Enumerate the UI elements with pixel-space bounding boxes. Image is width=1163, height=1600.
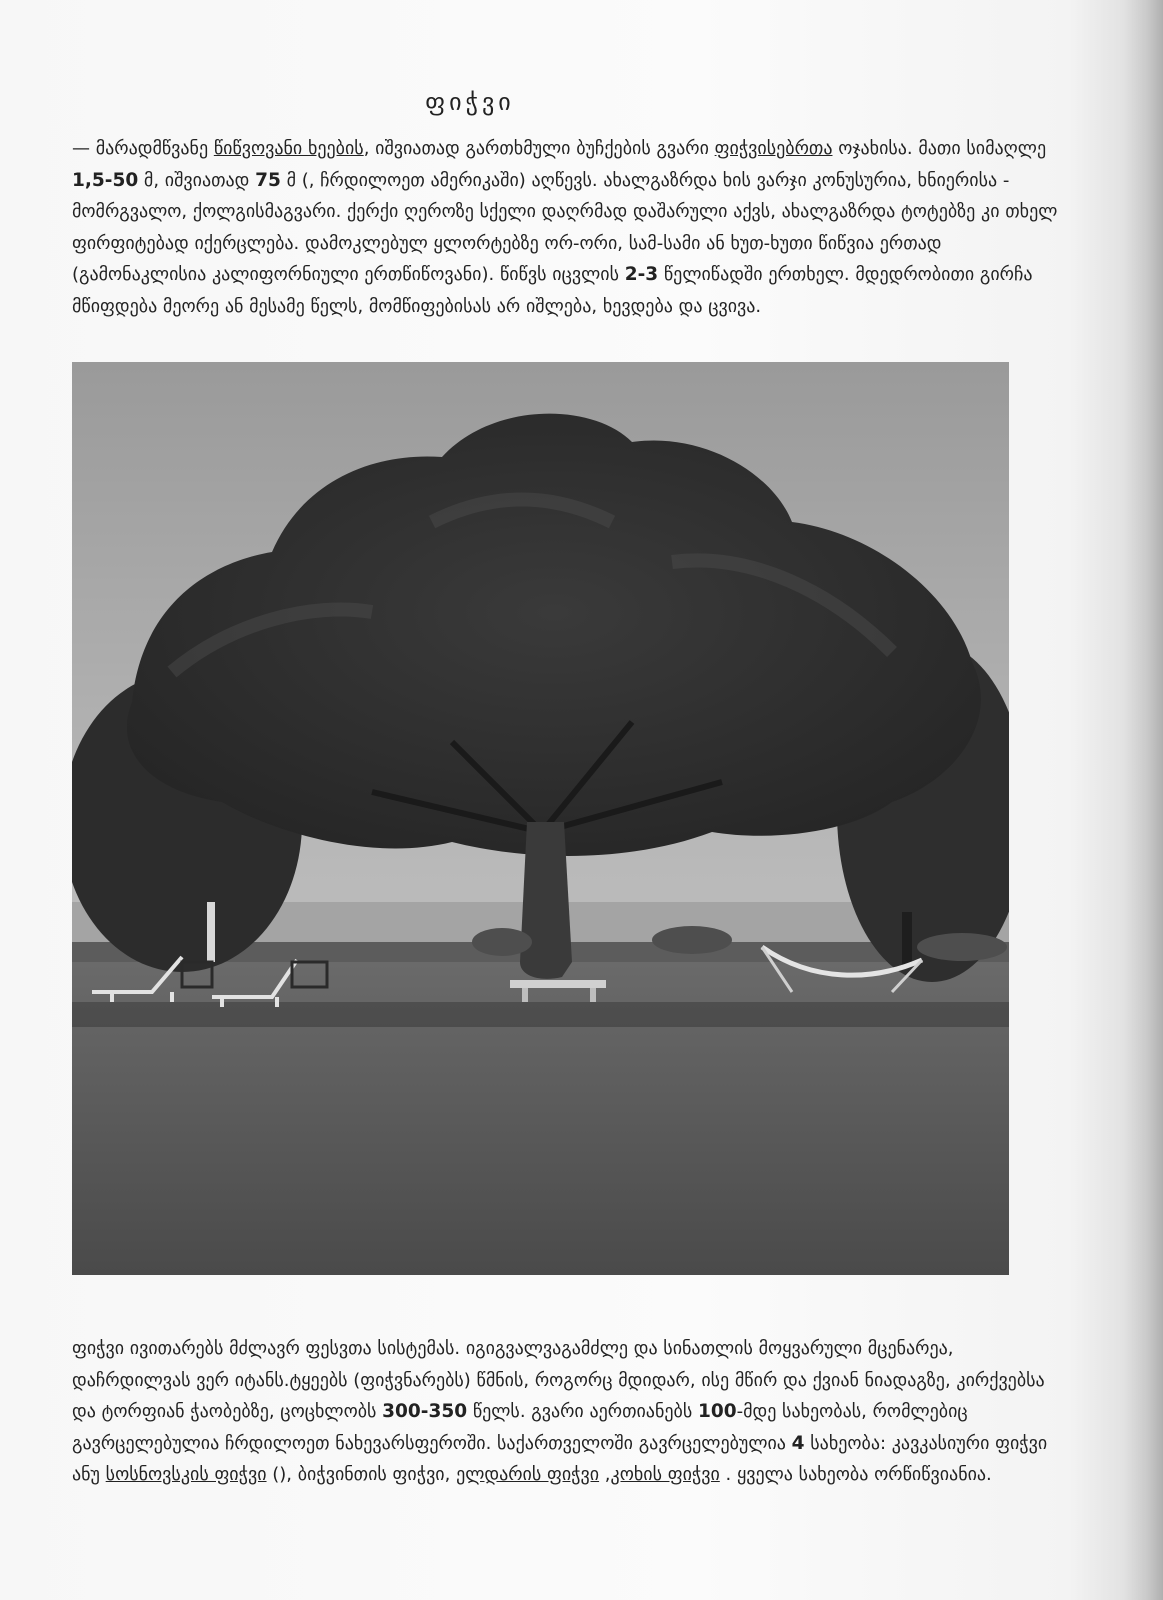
link-pinaceae[interactable]: ფიჭვისებრთა (714, 138, 833, 159)
intro-text-4: მ, იშვიათად (138, 169, 256, 191)
height-range: 1,5-50 (72, 169, 139, 191)
outro-text-3: -მდე სახეობას, რომლებიც გავრცელებულია ჩრდილოეთ ნახევარსფეროში. საქართველოში გავრცელებულია (72, 1401, 968, 1454)
outro-paragraph (72, 1333, 1072, 1491)
outro-text-1: ფიჭვი ივითარებს მძლავრ ფესვთა სისტემას. იგიგვალვაგამძლე და სინათლის მოყვარული მცენარეა, დაჩრდილვას ვერ იტანს.ტყეებს (ფიჭვნარებს) წმნის, როგორც მდიდარ, ისე მწირ და ქვიან ნიადაგზე, კირქვებსა და ტორფიან ჭაობებზე, ცოცხლობს (72, 1338, 1045, 1422)
outro-text-5: (), ბიჭვინთის ფიჭვი, (266, 1464, 457, 1485)
intro-text-1: — მარადმწვანე (72, 138, 214, 159)
link-sosnowsky-pine[interactable]: სოსნოვსკის ფიჭვი (105, 1464, 267, 1485)
outro-text-4: სახეობა: კავკასიური ფიჭვი ანუ (72, 1432, 1048, 1485)
link-koch-pine[interactable]: კოხის ფიჭვი (610, 1464, 720, 1485)
georgia-species-count: 4 (791, 1432, 805, 1454)
outro-text-7: . ყველა სახეობა ორწიწვიანია. (719, 1464, 992, 1485)
link-eldar-pine[interactable]: ელდარის ფიჭვი (456, 1464, 600, 1485)
max-height: 75 (255, 169, 281, 191)
species-count: 100 (697, 1401, 737, 1422)
page-title: ფიჭვი (425, 88, 515, 116)
page-shadow-edge (1123, 0, 1163, 1600)
lifespan: 300-350 (382, 1401, 468, 1422)
intro-text-2: , იშვიათად გართხმული ბუჩქების გვარი (363, 138, 715, 159)
pine-tree-photo (72, 362, 1009, 1275)
link-conifer-trees[interactable]: წიწვოვანი ხეების (213, 138, 364, 159)
outro-text-2: წელს. გვარი აერთიანებს (467, 1401, 698, 1422)
intro-text-5: მ (, ჩრდილოეთ ამერიკაში) აღწევს. ახალგაზრდა ხის ვარჯი კონუსურია, ხნიერისა - მომრგვალო, ქოლგისმაგვარი. ქერქი ღეროზე სქელი დაღრმად დაშარული აქვს, ახალგაზრდა ტოტებზე კი თხელ ფირფიტებად იქერცლება. დამოკლებულ ყლორტებზე ორ-ორი, სამ-სამი ან ხუთ-ხუთი წიწვია ერთად (გამონაკლისია კალიფორნიული ერთწიწოვანი). წიწვს იცვლის (72, 169, 1058, 285)
intro-text-6: წელიწადში ერთხელ. მდედრობითი გირჩა მწიფდება მეორე ან მესამე წელს, მომწიფებისას არ იშლება, ხევდება და ცვივა. (72, 264, 1033, 317)
outro-text-6: , (599, 1464, 611, 1485)
intro-paragraph (72, 133, 1072, 322)
intro-text-3: ოჯახისა. მათი სიმაღლე (832, 138, 1047, 159)
needle-years: 2-3 (624, 264, 659, 285)
